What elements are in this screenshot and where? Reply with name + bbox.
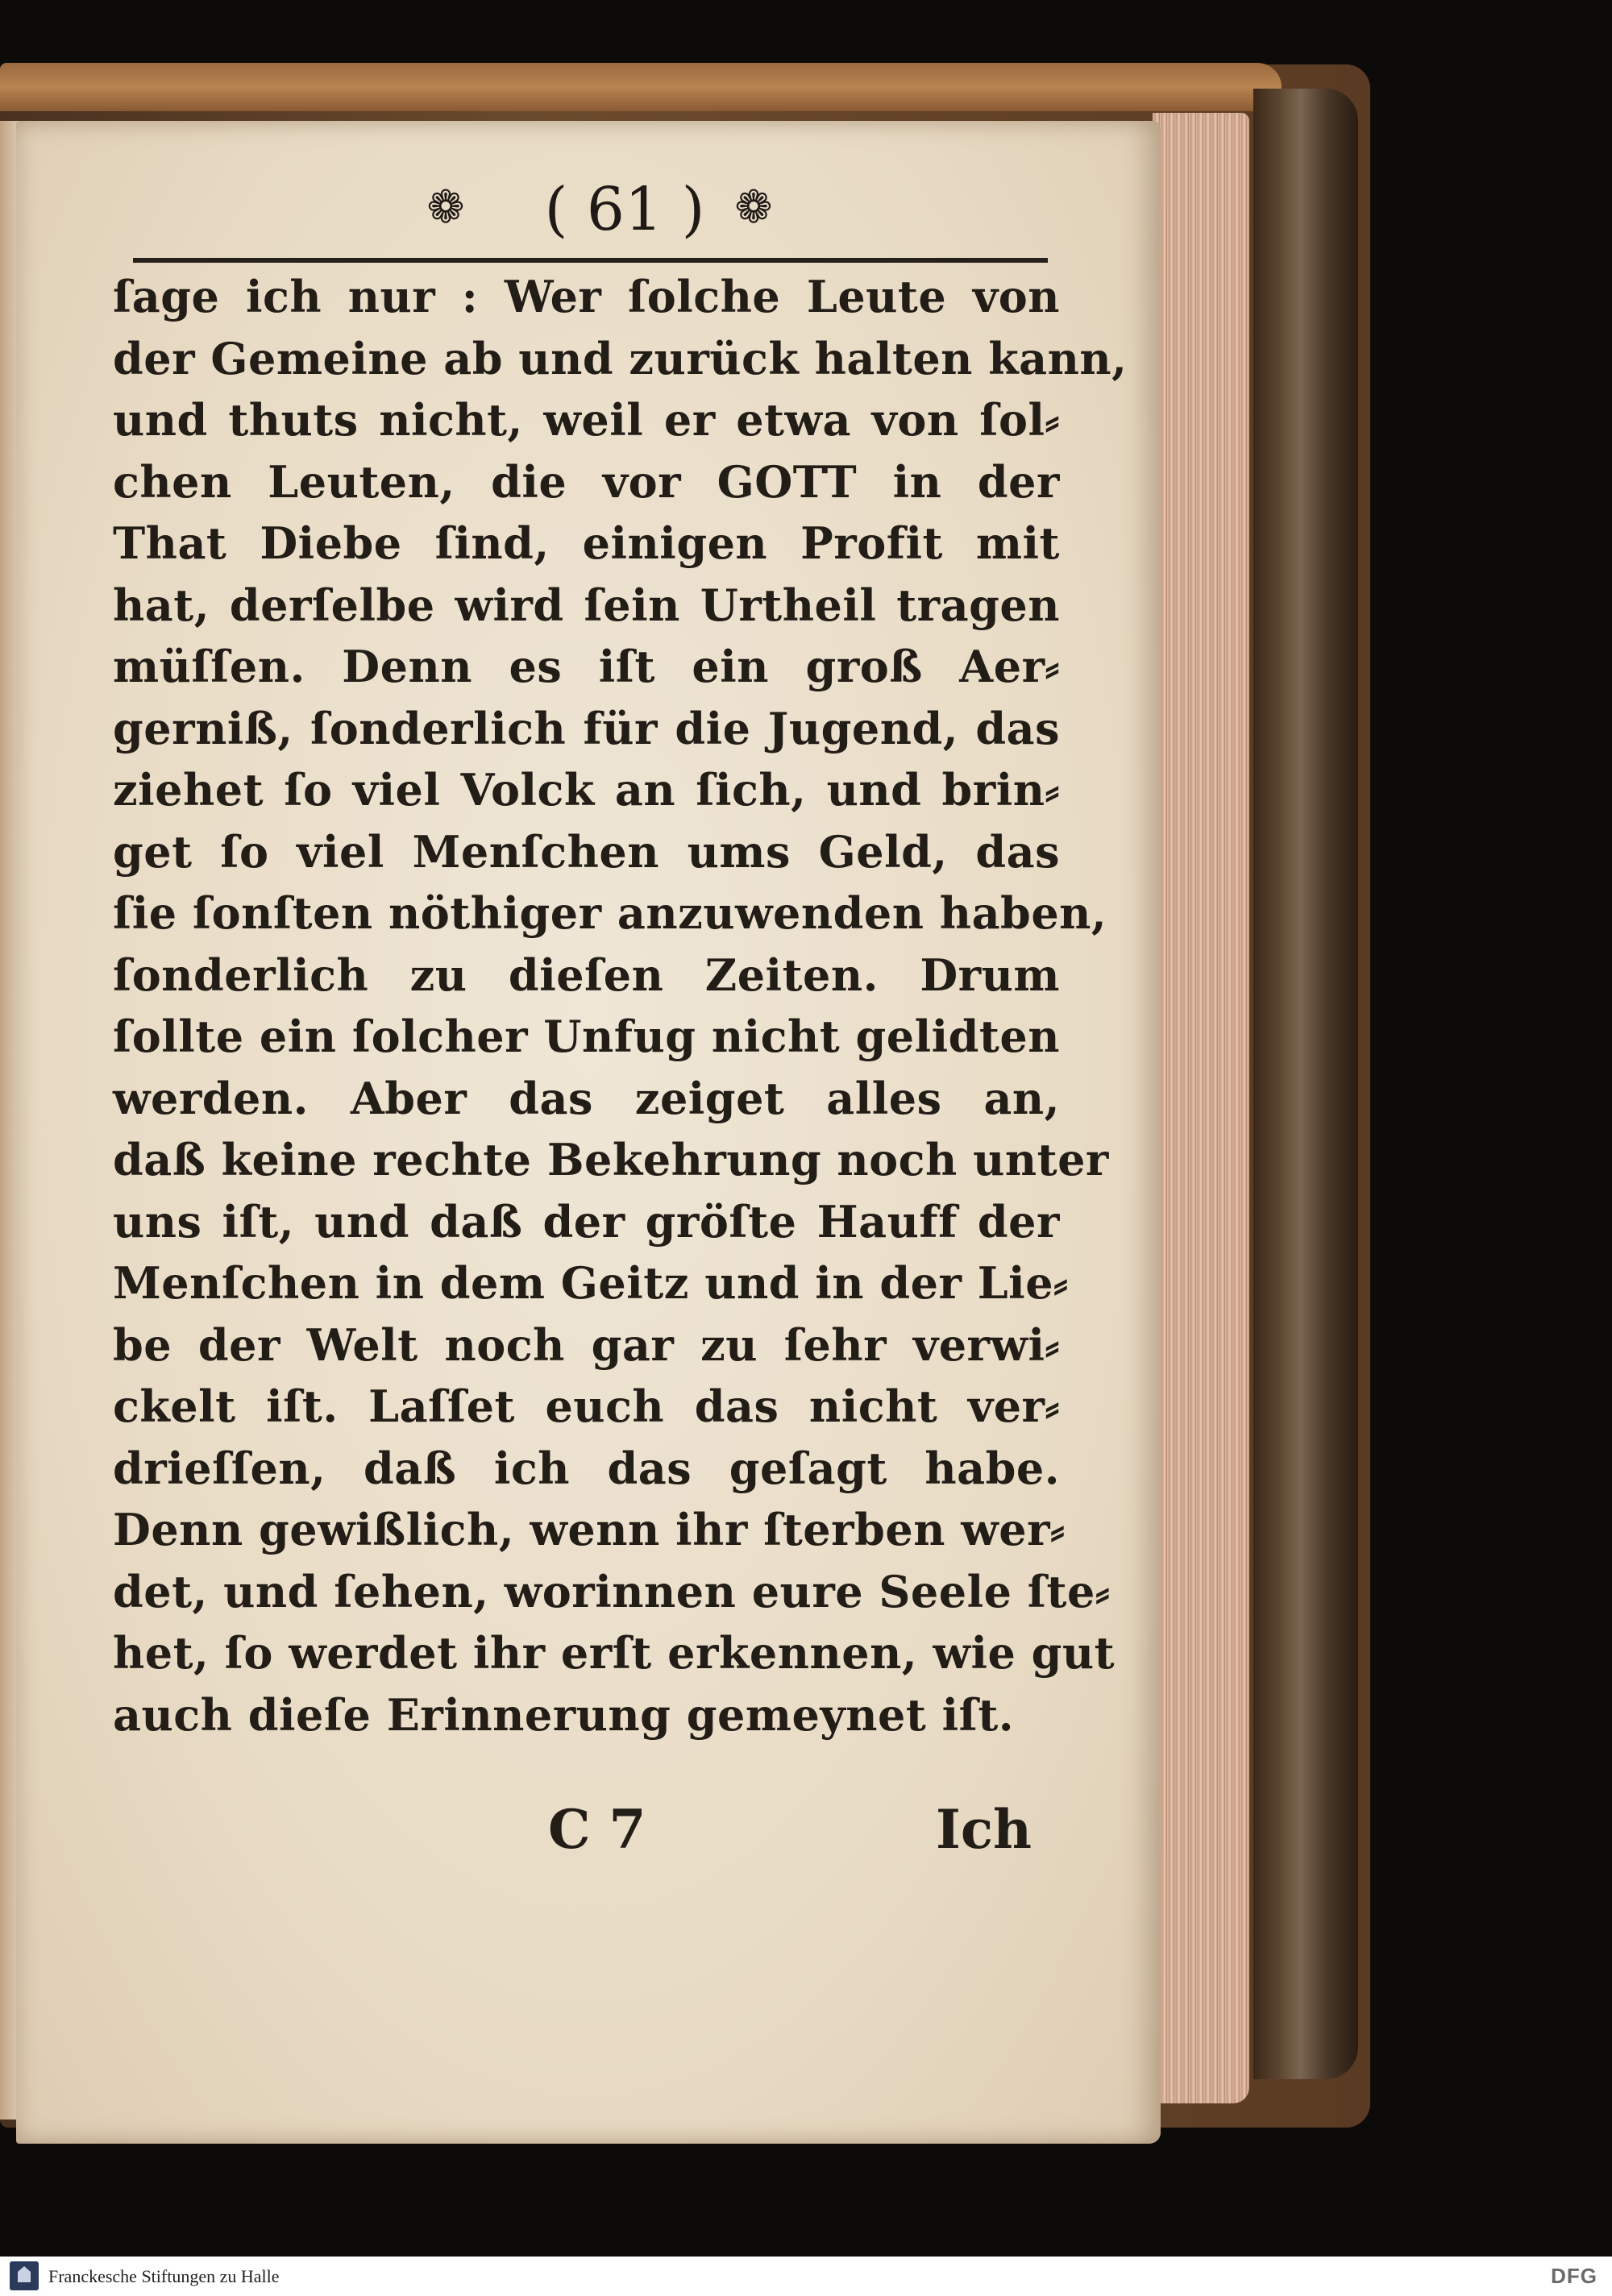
- text-line: That Diebe ſind, einigen Profit mit: [113, 517, 1060, 569]
- text-line: daß keine rechte Bekehrung noch unter: [113, 1134, 1109, 1185]
- signature-mark: C 7: [548, 1798, 646, 1861]
- text-line: ſollte ein ſolcher Unfug nicht gelidten: [113, 1011, 1060, 1062]
- text-line: gerniß, ſonderlich für die Jugend, das: [113, 702, 1060, 754]
- book-spine: [1253, 89, 1358, 2079]
- text-line: ſage ich nur : Wer ſolche Leute von: [113, 271, 1060, 322]
- institution-name: Franckesche Stiftungen zu Halle: [48, 2266, 280, 2286]
- text-line: ziehet ſo viel Volck an ſich, und brin⸗: [113, 764, 1060, 816]
- text-line: Denn gewißlich, wenn ihr ſterben wer⸗: [113, 1504, 1066, 1555]
- text-line: chen Leuten, die vor GOTT in der: [113, 455, 1060, 508]
- text-line: müſſen. Denn es iſt ein groß Aer⸗: [113, 641, 1060, 692]
- ornament-right-icon: ❁: [734, 181, 773, 234]
- text-line: ckelt iſt. Laſſet euch das nicht ver⸗: [113, 1381, 1060, 1432]
- text-line: Menſchen in dem Geitz und in der Lie⸗: [113, 1257, 1069, 1309]
- ornament-left-icon: ❁: [426, 181, 465, 234]
- text-line: het, ſo werdet ihr erſt erkennen, wie gut: [113, 1627, 1116, 1679]
- book-cover-top-edge: [0, 63, 1282, 111]
- funder-logo: DFG: [1551, 2264, 1597, 2288]
- page-header: [133, 177, 1044, 242]
- text-line: drieſſen, daß ich das geſagt habe.: [113, 1442, 1060, 1494]
- text-line: werden. Aber das zeiget alles an,: [113, 1072, 1060, 1124]
- text-line: be der Welt noch gar zu ſehr verwi⸗: [113, 1318, 1060, 1371]
- text-line: auch dieſe Erinnerung gemeynet iſt.: [113, 1688, 1015, 1741]
- page-edges: [1153, 113, 1249, 2103]
- viewer-footer-bar: [0, 2257, 1612, 2296]
- text-line: ſie ſonſten nöthiger anzuwenden haben,: [113, 887, 1107, 939]
- catchword: Ich: [935, 1798, 1032, 1861]
- text-line: der Gemeine ab und zurück halten kann,: [113, 332, 1128, 384]
- text-line: det, und ſehen, worinnen eure Seele ſte⸗: [113, 1565, 1111, 1617]
- text-line: und thuts nicht, weil er etwa von ſol⸗: [113, 394, 1060, 446]
- text-line: hat, derſelbe wird ſein Urtheil tragen: [113, 579, 1060, 631]
- text-line: get ſo viel Menſchen ums Geld, das: [113, 825, 1060, 878]
- header-rule: [133, 258, 1048, 263]
- page-number: ( 61 ): [544, 175, 705, 244]
- text-line: ſonderlich zu dieſen Zeiten. Drum: [113, 949, 1060, 1001]
- institution-logo-icon: [10, 2261, 39, 2290]
- text-line: uns iſt, und daß der gröſte Hauff der: [113, 1195, 1060, 1248]
- body-text: [113, 266, 1128, 1746]
- page-footer: [548, 1793, 1032, 1866]
